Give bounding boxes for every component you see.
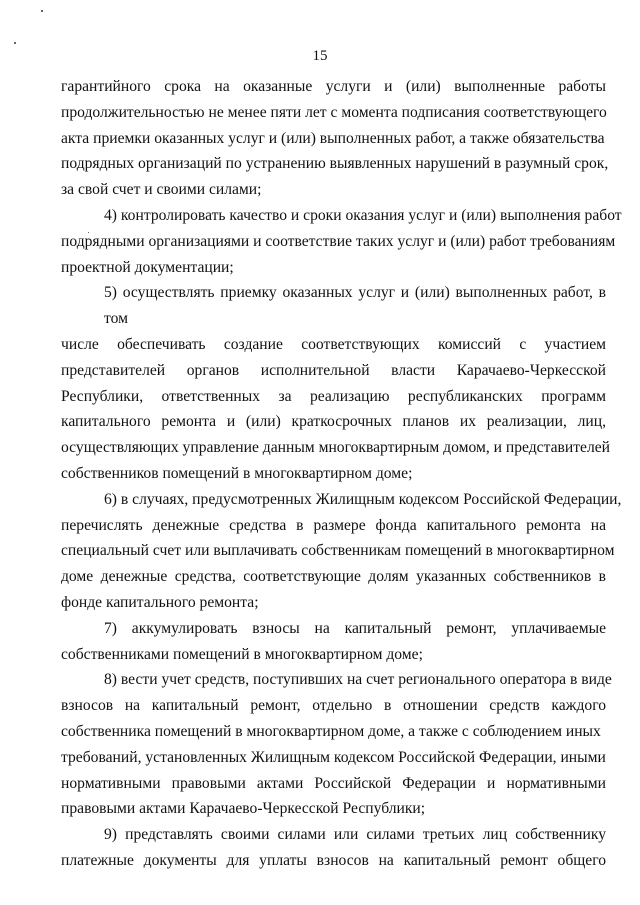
- text-line: за свой счет и своими силами;: [61, 181, 262, 199]
- text-line: правовыми актами Карачаево-Черкесской Республики;: [61, 800, 426, 818]
- text-line: доме денежные средства, соответствующие долям указанных собственников в: [61, 568, 606, 586]
- text-line: 9) представлять своими силами или силами третьих лиц собственнику: [104, 826, 606, 844]
- text-line: 4) контролировать качество и сроки оказания услуг и (или) выполнения работ: [104, 206, 622, 224]
- text-line: числе обеспечивать создание соответствующих комиссий с участием: [61, 335, 606, 353]
- text-line: продолжительностью не менее пяти лет с момента подписания соответствующего: [61, 103, 607, 121]
- text-line: 6) в случаях, предусмотренных Жилищным кодексом Российской Федерации,: [104, 490, 622, 508]
- text-line: Республики, ответственных за реализацию республиканских программ: [61, 387, 606, 405]
- text-line: представителей органов исполнительной власти Карачаево-Черкесской: [61, 361, 606, 379]
- text-line: нормативными правовыми актами Российской Федерации и нормативными: [61, 774, 606, 792]
- text-line: 7) аккумулировать взносы на капитальный ремонт, уплачиваемые: [104, 619, 606, 637]
- scan-speck: [88, 232, 89, 233]
- text-line: специальный счет или выплачивать собственникам помещений в многоквартирном: [61, 542, 615, 560]
- text-line: гарантийного срока на оказанные услуги и (или) выполненные работы: [61, 78, 606, 95]
- text-line: акта приемки оказанных услуг и (или) выполненных работ, а также обязательства: [61, 129, 605, 147]
- document-body: [61, 74, 622, 874]
- scan-speck: [41, 10, 43, 12]
- text-line: собственниками помещений в многоквартирном доме;: [61, 645, 423, 663]
- text-line: 8) вести учет средств, поступивших на счет регионального оператора в виде: [104, 671, 612, 689]
- text-line: собственников помещений в многоквартирном доме;: [61, 464, 413, 482]
- scan-speck: [14, 42, 16, 44]
- text-line: собственника помещений в многоквартирном доме, а также с соблюдением иных: [61, 722, 601, 740]
- text-line: фонде капитального ремонта;: [61, 593, 259, 611]
- text-line: подрядными организациями и соответствие таких услуг и (или) работ требованиям: [61, 232, 616, 250]
- text-line: проектной документации;: [61, 258, 234, 276]
- text-line: подрядных организаций по устранению выявленных нарушений в разумный срок,: [61, 155, 609, 173]
- text-line: взносов на капитальный ремонт, отдельно в отношении средств каждого: [61, 697, 606, 715]
- text-line: 5) осуществлять приемку оказанных услуг и (или) выполненных работ, в том: [104, 284, 606, 328]
- text-line: капитального ремонта и (или) краткосрочных планов их реализации, лиц,: [61, 413, 606, 431]
- text-line: платежные документы для уплаты взносов на капитальный ремонт общего: [61, 851, 606, 869]
- page-number: 15: [312, 48, 328, 64]
- text-line: осуществляющих управление данным многоквартирным домом, и представителей: [61, 439, 611, 457]
- text-line: требований, установленных Жилищным кодексом Российской Федерации, иными: [61, 748, 606, 766]
- text-line: перечислять денежные средства в размере фонда капитального ремонта на: [61, 516, 606, 534]
